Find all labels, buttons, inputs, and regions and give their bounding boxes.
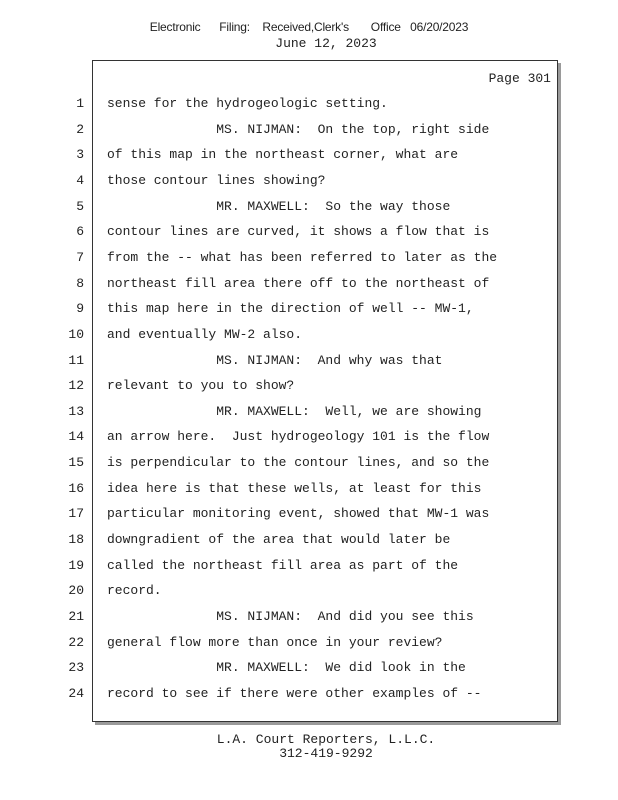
transcript-line: downgradient of the area that would later be bbox=[107, 532, 451, 547]
transcript-date: June 12, 2023 bbox=[275, 36, 377, 51]
transcript-line: an arrow here. Just hydrogeology 101 is the flow bbox=[107, 429, 490, 444]
line-number: 23 bbox=[68, 660, 84, 675]
line-number: 1 bbox=[76, 96, 84, 111]
line-number: 12 bbox=[68, 378, 84, 393]
transcript-line: and eventually MW-2 also. bbox=[107, 327, 303, 342]
line-number: 4 bbox=[76, 173, 84, 188]
line-number: 14 bbox=[68, 429, 84, 444]
transcript-line: MS. NIJMAN: And did you see this bbox=[107, 609, 474, 624]
line-number: 7 bbox=[76, 250, 84, 265]
transcript-line: from the -- what has been referred to later as the bbox=[107, 250, 498, 265]
transcript-line: record to see if there were other examples of -- bbox=[107, 686, 482, 701]
line-number: 2 bbox=[76, 122, 84, 137]
line-number: 15 bbox=[68, 455, 84, 470]
transcript-line: record. bbox=[107, 583, 162, 598]
transcript-line: of this map in the northeast corner, what are bbox=[107, 147, 459, 162]
transcript-line: MS. NIJMAN: And why was that bbox=[107, 353, 443, 368]
line-number: 11 bbox=[68, 353, 84, 368]
line-number: 8 bbox=[76, 276, 84, 291]
transcript-line: contour lines are curved, it shows a flow that is bbox=[107, 224, 490, 239]
line-number: 24 bbox=[68, 686, 84, 701]
line-number: 9 bbox=[76, 301, 84, 316]
reporter-footer bbox=[0, 733, 618, 761]
transcript-line: sense for the hydrogeologic setting. bbox=[107, 96, 388, 111]
transcript-line: idea here is that these wells, at least for this bbox=[107, 481, 482, 496]
transcript-line: is perpendicular to the contour lines, and so the bbox=[107, 455, 490, 470]
transcript-line: this map here in the direction of well -- MW-1, bbox=[107, 301, 474, 316]
transcript-line: MR. MAXWELL: So the way those bbox=[107, 199, 451, 214]
transcript-line: general flow more than once in your review? bbox=[107, 635, 443, 650]
transcript-line: MR. MAXWELL: Well, we are showing bbox=[107, 404, 482, 419]
transcript-line: particular monitoring event, showed that MW-1 was bbox=[107, 506, 490, 521]
line-number: 16 bbox=[68, 481, 84, 496]
transcript-line: northeast fill area there off to the northeast of bbox=[107, 276, 490, 291]
transcript-line: relevant to you to show? bbox=[107, 378, 295, 393]
transcript-line: those contour lines showing? bbox=[107, 173, 326, 188]
reporter-company: L.A. Court Reporters, L.L.C. bbox=[216, 732, 436, 747]
line-number: 13 bbox=[68, 404, 84, 419]
page-number: Page 301 bbox=[488, 71, 551, 86]
line-number: 6 bbox=[76, 224, 84, 239]
line-number: 10 bbox=[68, 327, 84, 342]
line-number: 21 bbox=[68, 609, 84, 624]
line-number: 20 bbox=[68, 583, 84, 598]
transcript-line: MR. MAXWELL: We did look in the bbox=[107, 660, 466, 675]
line-number: 17 bbox=[68, 506, 84, 521]
line-number: 18 bbox=[68, 532, 84, 547]
line-number: 22 bbox=[68, 635, 84, 650]
line-number: 19 bbox=[68, 558, 84, 573]
transcript-line: MS. NIJMAN: On the top, right side bbox=[107, 122, 490, 137]
line-number: 5 bbox=[76, 199, 84, 214]
line-number: 3 bbox=[76, 147, 84, 162]
transcript-line: called the northeast fill area as part of the bbox=[107, 558, 459, 573]
filing-stamp: Electronic Filing: Received,Clerk's Office 06/20/2023 bbox=[149, 20, 469, 34]
reporter-phone: 312-419-9292 bbox=[279, 746, 373, 761]
